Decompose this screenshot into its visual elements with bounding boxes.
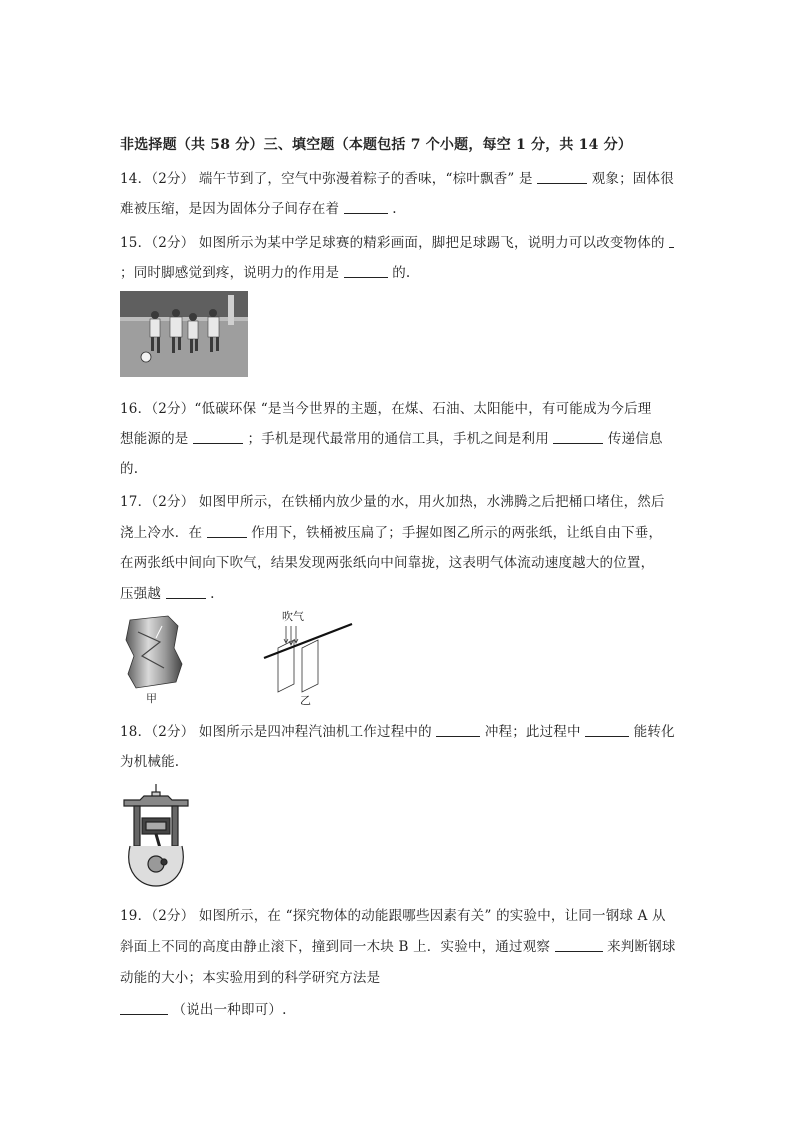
q17-line-4 (120, 582, 215, 602)
q18-text: 能转化 (633, 724, 675, 740)
q19-line-1: 19．（2分） 如图所示，在 “探究物体的动能跟哪些因素有关” 的实验中，让同一钢球 A 从 (120, 908, 666, 924)
q17-line-2 (120, 521, 662, 541)
q14-blank-2[interactable] (344, 201, 388, 214)
q16-text: 传递信息 (607, 431, 663, 447)
q18-line-2: 为机械能. (120, 754, 180, 770)
q16-text: ；手机是现代最常用的通信工具，手机之间是利用 (247, 431, 549, 447)
q17-line-1: 17．（2分） 如图甲所示，在铁桶内放少量的水，用火加热，水沸腾之后把桶口堵住，然后 (120, 494, 665, 510)
q19-blank-2[interactable] (120, 1002, 168, 1015)
q18-blank-2[interactable] (585, 724, 629, 737)
figure-label-jia: 甲 (146, 692, 157, 705)
blow-label: 吹气 (282, 610, 304, 623)
engine-figure (120, 782, 192, 888)
soccer-photo (120, 291, 248, 377)
q15-text: 的. (392, 265, 411, 281)
q17-text: . (210, 586, 215, 602)
q17-blank-1[interactable] (207, 525, 247, 538)
q16-line-3: 的. (120, 461, 139, 477)
q19-blank-1[interactable] (555, 939, 603, 952)
q14-text: . (392, 201, 397, 217)
two-papers-figure (260, 608, 360, 706)
q14-text: 难被压缩，是因为固体分子间存在着 (120, 201, 340, 217)
q18-text: 冲程；此过程中 (484, 724, 581, 740)
q15-blank-2[interactable] (344, 265, 388, 278)
q15-text: 15．（2分） 如图所示为某中学足球赛的精彩画面，脚把足球踢飞，说明力可以改变物体的 (120, 235, 665, 251)
q19-line-4 (120, 998, 287, 1018)
q16-text: 想能源的是 (120, 431, 189, 447)
q14-blank-1[interactable] (537, 171, 587, 184)
q15-blank-1[interactable] (669, 235, 674, 248)
crushed-can-figure (120, 612, 190, 706)
section-heading: 非选择题（共 58 分）三、填空题（本题包括 7 个小题，每空 1 分，共 14 分） (120, 137, 633, 153)
q15-line-2 (120, 261, 410, 281)
q16-line-2 (120, 427, 663, 447)
q16-blank-2[interactable] (553, 431, 603, 444)
q16-blank-1[interactable] (193, 431, 243, 444)
q18-text: 18．（2分） 如图所示是四冲程汽油机工作过程中的 (120, 724, 432, 740)
q14-text: 14．（2分） 端午节到了，空气中弥漫着粽子的香味，“棕叶飘香” 是 (120, 171, 533, 187)
q14-line-1 (120, 167, 674, 187)
q17-line-3: 在两张纸中间向下吹气，结果发现两张纸向中间靠拢，这表明气体流动速度越大的位置， (120, 555, 655, 571)
q17-text: 压强越 (120, 586, 162, 602)
q19-text: 来判断钢球 (607, 939, 676, 955)
q19-line-2 (120, 935, 676, 955)
q19-line-3: 动能的大小；本实验用到的科学研究方法是 (120, 970, 381, 986)
q19-text: 斜面上不同的高度由静止滚下，撞到同一木块 B 上．实验中，通过观察 (120, 939, 551, 955)
q14-line-2 (120, 197, 397, 217)
q17-text: 作用下，铁桶被压扁了；手握如图乙所示的两张纸，让纸自由下垂， (251, 525, 663, 541)
q19-text: （说出一种即可）. (172, 1002, 287, 1018)
q15-line-1 (120, 231, 674, 251)
q17-text: 浇上冷水．在 (120, 525, 203, 541)
q18-line-1 (120, 720, 675, 740)
q15-text: ；同时脚感觉到疼，说明力的作用是 (120, 265, 340, 281)
q14-text: 观象；固体很 (591, 171, 674, 187)
q16-line-1: 16．（2分）“低碳环保 “是当今世界的主题，在煤、石油、太阳能中，有可能成为今后理 (120, 401, 652, 417)
figure-label-yi: 乙 (300, 694, 311, 707)
q18-blank-1[interactable] (436, 724, 480, 737)
q17-blank-2[interactable] (166, 586, 206, 599)
